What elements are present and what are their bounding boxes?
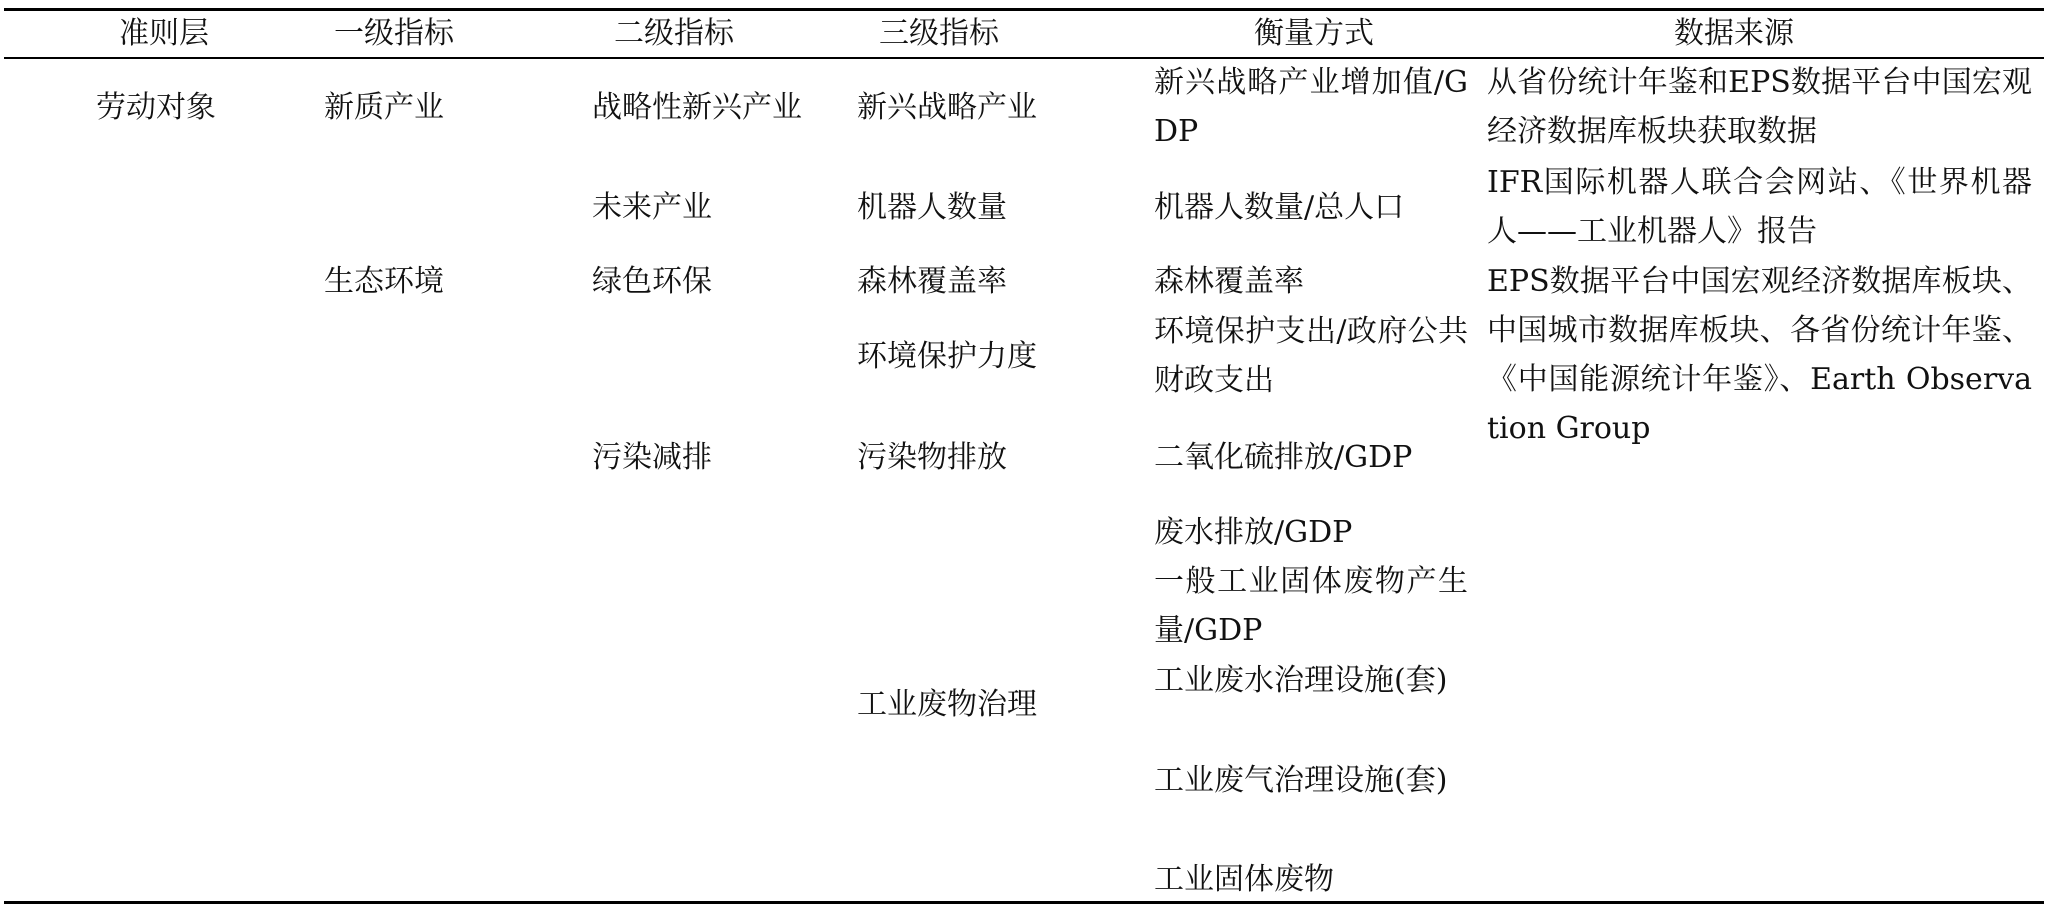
measure-cell: 森林覆盖率	[1154, 264, 1304, 299]
header-level3: 三级指标	[879, 16, 999, 51]
source-cell: IFR国际机器人联合会网站、《世界机器人——工业机器人》报告	[1487, 165, 2032, 249]
measure-cell: 环境保护支出/政府公共财政支出	[1154, 314, 1468, 398]
source-cell: EPS数据平台中国宏观经济数据库板块、中国城市数据库板块、各省份统计年鉴、《中国能源统计年鉴》、Earth Observation Group	[1487, 264, 2032, 446]
level2-cell: 污染减排	[592, 440, 712, 475]
level1-cell: 生态环境	[324, 264, 444, 299]
header-measure: 衡量方式	[1254, 16, 1374, 51]
measure-cell: 机器人数量/总人口	[1154, 190, 1405, 225]
header-level2: 二级指标	[614, 16, 734, 51]
header-source: 数据来源	[1674, 16, 1794, 51]
measure-cell: 工业废气治理设施(套)	[1154, 763, 1448, 798]
indicator-table	[4, 0, 2044, 912]
measure-cell: 废水排放/GDP	[1154, 515, 1353, 550]
measure-cell: 工业固体废物	[1154, 862, 1334, 897]
level1-cell: 新质产业	[324, 90, 444, 125]
header-level1: 一级指标	[334, 16, 454, 51]
measure-cell: 二氧化硫排放/GDP	[1154, 440, 1413, 475]
level3-cell: 新兴战略产业	[857, 90, 1037, 125]
header-criterion: 准则层	[119, 16, 209, 51]
level2-cell: 战略性新兴产业	[592, 90, 802, 125]
criterion-cell: 劳动对象	[96, 90, 216, 125]
level3-cell: 机器人数量	[857, 190, 1007, 225]
measure-cell: 工业废水治理设施(套)	[1154, 663, 1448, 698]
measure-cell: 新兴战略产业增加值/GDP	[1154, 65, 1468, 149]
level3-cell: 森林覆盖率	[857, 264, 1007, 299]
measure-cell: 一般工业固体废物产生量/GDP	[1154, 564, 1468, 648]
table-bottom-rule	[4, 901, 2044, 904]
level3-cell: 环境保护力度	[857, 339, 1037, 374]
level2-cell: 绿色环保	[592, 264, 712, 299]
level3-cell: 污染物排放	[857, 440, 1007, 475]
source-cell: 从省份统计年鉴和EPS数据平台中国宏观经济数据库板块获取数据	[1487, 65, 2032, 149]
level2-cell: 未来产业	[592, 190, 712, 225]
level3-cell: 工业废物治理	[857, 687, 1037, 722]
